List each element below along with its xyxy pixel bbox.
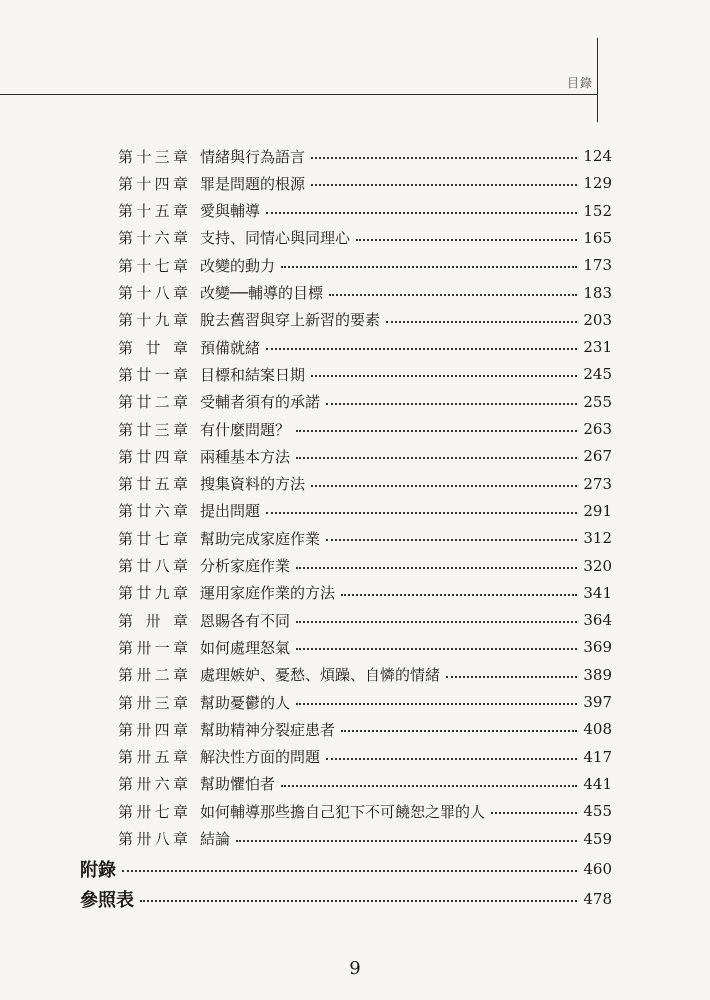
dot-leader xyxy=(281,785,577,787)
header-rule xyxy=(0,94,598,95)
dot-leader xyxy=(266,348,577,350)
page-ref: 408 xyxy=(583,720,612,739)
toc-entry xyxy=(118,225,612,251)
toc-entry xyxy=(118,580,612,606)
page-ref: 291 xyxy=(583,501,612,520)
dot-leader xyxy=(386,321,577,323)
chapter-number: 第十八章 xyxy=(118,284,188,302)
toc-entry xyxy=(118,662,612,688)
chapter-number: 第廿七章 xyxy=(118,529,188,548)
page-ref: 364 xyxy=(583,611,612,630)
toc-entry xyxy=(118,361,612,387)
appendix-entry xyxy=(80,856,612,882)
entry-title: 搜集資料的方法 xyxy=(200,475,306,494)
toc-entry xyxy=(118,553,612,579)
entry-title: 參照表 xyxy=(80,889,134,911)
chapter-number: 第卅三章 xyxy=(118,693,188,712)
dot-leader xyxy=(311,157,577,159)
dot-leader xyxy=(296,567,577,569)
toc-entry xyxy=(118,826,612,852)
toc-entry xyxy=(118,771,612,797)
entry-title: 改變──輔導的目標 xyxy=(200,284,324,302)
entry-title: 如何輔導那些擔自己犯下不可饒恕之罪的人 xyxy=(200,802,486,821)
page-ref: 455 xyxy=(583,802,612,821)
page-ref: 460 xyxy=(583,859,612,878)
dot-leader xyxy=(296,648,577,650)
page-number: 9 xyxy=(349,958,361,979)
chapter-number: 第十三章 xyxy=(118,147,188,166)
toc-entry xyxy=(118,744,612,770)
page-ref: 203 xyxy=(583,310,612,329)
chapter-number: 第卅八章 xyxy=(118,830,188,848)
page-ref: 273 xyxy=(583,474,612,493)
entry-title: 附錄 xyxy=(80,859,116,881)
entry-title: 處理嫉妒、憂愁、煩躁、自憐的情緒 xyxy=(200,666,441,685)
dot-leader xyxy=(311,485,577,487)
header-vertical-rule xyxy=(597,38,598,122)
page-ref: 478 xyxy=(583,889,612,908)
page-ref: 369 xyxy=(583,638,612,657)
dot-leader xyxy=(140,900,577,902)
page-ref: 312 xyxy=(583,529,612,548)
toc-entry xyxy=(118,198,612,224)
dot-leader xyxy=(311,184,577,186)
entry-title: 支持、同情心與同理心 xyxy=(200,229,351,248)
entry-title: 分析家庭作業 xyxy=(200,557,291,575)
dot-leader xyxy=(311,375,577,377)
dot-leader xyxy=(266,212,577,214)
entry-title: 情緒與行為語言 xyxy=(200,147,306,166)
page-ref: 389 xyxy=(583,665,612,684)
dot-leader xyxy=(122,870,577,872)
entry-title: 脫去舊習與穿上新習的要素 xyxy=(200,311,381,330)
toc-entry xyxy=(118,798,612,824)
chapter-number: 第卅四章 xyxy=(118,720,188,739)
page-ref: 152 xyxy=(583,201,612,220)
running-header-title: 目錄 xyxy=(566,76,593,90)
dot-leader xyxy=(356,239,577,241)
dot-leader xyxy=(326,758,577,760)
dot-leader xyxy=(341,594,577,596)
chapter-number: 第十六章 xyxy=(118,229,188,248)
entry-title: 結論 xyxy=(200,830,231,848)
toc-entry xyxy=(118,716,612,742)
chapter-number: 第廿章 xyxy=(118,338,188,357)
toc-entry xyxy=(118,280,612,306)
entry-title: 解決性方面的問題 xyxy=(200,748,321,767)
chapter-number: 第十四章 xyxy=(118,174,188,193)
toc-entry xyxy=(118,334,612,360)
chapter-number: 第廿三章 xyxy=(118,420,188,439)
dot-leader xyxy=(296,457,577,459)
dot-leader xyxy=(296,703,577,705)
chapter-number: 第卅一章 xyxy=(118,638,188,657)
toc-entry xyxy=(118,443,612,469)
page-ref: 397 xyxy=(583,693,612,711)
page-ref: 183 xyxy=(583,283,612,302)
entry-title: 如何處理怒氣 xyxy=(200,638,291,657)
chapter-number: 第廿一章 xyxy=(118,365,188,384)
dot-leader xyxy=(341,730,577,732)
chapter-number: 第廿八章 xyxy=(118,557,188,575)
chapter-number: 第卅章 xyxy=(118,611,188,630)
entry-title: 恩賜各有不同 xyxy=(200,611,291,630)
entry-title: 罪是問題的根源 xyxy=(200,174,306,193)
chapter-number: 第十九章 xyxy=(118,311,188,330)
toc-entry xyxy=(118,143,612,169)
entry-title: 預備就緒 xyxy=(200,338,261,357)
entry-title: 幫助憂鬱的人 xyxy=(200,693,291,712)
toc-entry xyxy=(118,471,612,497)
page-ref: 245 xyxy=(583,365,612,384)
entry-title: 幫助完成家庭作業 xyxy=(200,529,321,548)
dot-leader xyxy=(326,403,577,405)
page-ref: 129 xyxy=(583,174,612,193)
toc-entry xyxy=(118,634,612,660)
toc-entry xyxy=(118,498,612,524)
entry-title: 目標和結案日期 xyxy=(200,365,306,384)
page-ref: 165 xyxy=(583,228,612,247)
entry-title: 改變的動力 xyxy=(200,256,276,275)
dot-leader xyxy=(296,430,577,432)
chapter-number: 第廿四章 xyxy=(118,447,188,466)
dot-leader xyxy=(236,840,577,842)
toc-entry xyxy=(118,607,612,633)
chapter-number: 第十五章 xyxy=(118,202,188,221)
page-ref: 124 xyxy=(583,147,612,165)
dot-leader xyxy=(446,676,577,678)
chapter-number: 第廿六章 xyxy=(118,502,188,521)
chapter-number: 第廿九章 xyxy=(118,584,188,603)
dot-leader xyxy=(281,266,577,268)
page-ref: 231 xyxy=(583,338,612,357)
entry-title: 兩種基本方法 xyxy=(200,447,291,466)
toc-entry xyxy=(118,307,612,333)
chapter-number: 第十七章 xyxy=(118,256,188,275)
dot-leader xyxy=(491,812,577,814)
toc-entry xyxy=(118,389,612,415)
toc-entry xyxy=(118,252,612,278)
chapter-number: 第卅六章 xyxy=(118,775,188,794)
page-ref: 341 xyxy=(583,583,612,602)
chapter-number: 第廿五章 xyxy=(118,475,188,494)
chapter-number: 第卅五章 xyxy=(118,748,188,767)
dot-leader xyxy=(326,539,577,541)
page-ref: 441 xyxy=(583,774,612,793)
page-ref: 320 xyxy=(583,556,612,575)
entry-title: 運用家庭作業的方法 xyxy=(200,584,336,603)
page-ref: 267 xyxy=(583,447,612,466)
entry-title: 有什麼問題？ xyxy=(200,420,291,439)
references-entry xyxy=(80,886,612,912)
chapter-number: 第廿二章 xyxy=(118,393,188,412)
page-ref: 173 xyxy=(583,256,612,275)
chapter-number: 第卅七章 xyxy=(118,802,188,821)
toc-entry xyxy=(118,170,612,196)
chapter-number: 第卅二章 xyxy=(118,666,188,685)
entry-title: 幫助精神分裂症患者 xyxy=(200,720,336,739)
page-ref: 459 xyxy=(583,829,612,848)
dot-leader xyxy=(329,294,577,296)
page-ref: 417 xyxy=(583,747,612,766)
entry-title: 提出問題 xyxy=(200,502,261,521)
entry-title: 幫助懼怕者 xyxy=(200,775,276,794)
page-ref: 255 xyxy=(583,392,612,411)
dot-leader xyxy=(296,621,577,623)
toc-entry xyxy=(118,525,612,551)
entry-title: 受輔者須有的承諾 xyxy=(200,393,321,412)
dot-leader xyxy=(266,512,577,514)
toc-entry xyxy=(118,416,612,442)
entry-title: 愛與輔導 xyxy=(200,202,261,221)
toc-entry xyxy=(118,689,612,715)
page-ref: 263 xyxy=(583,420,612,438)
